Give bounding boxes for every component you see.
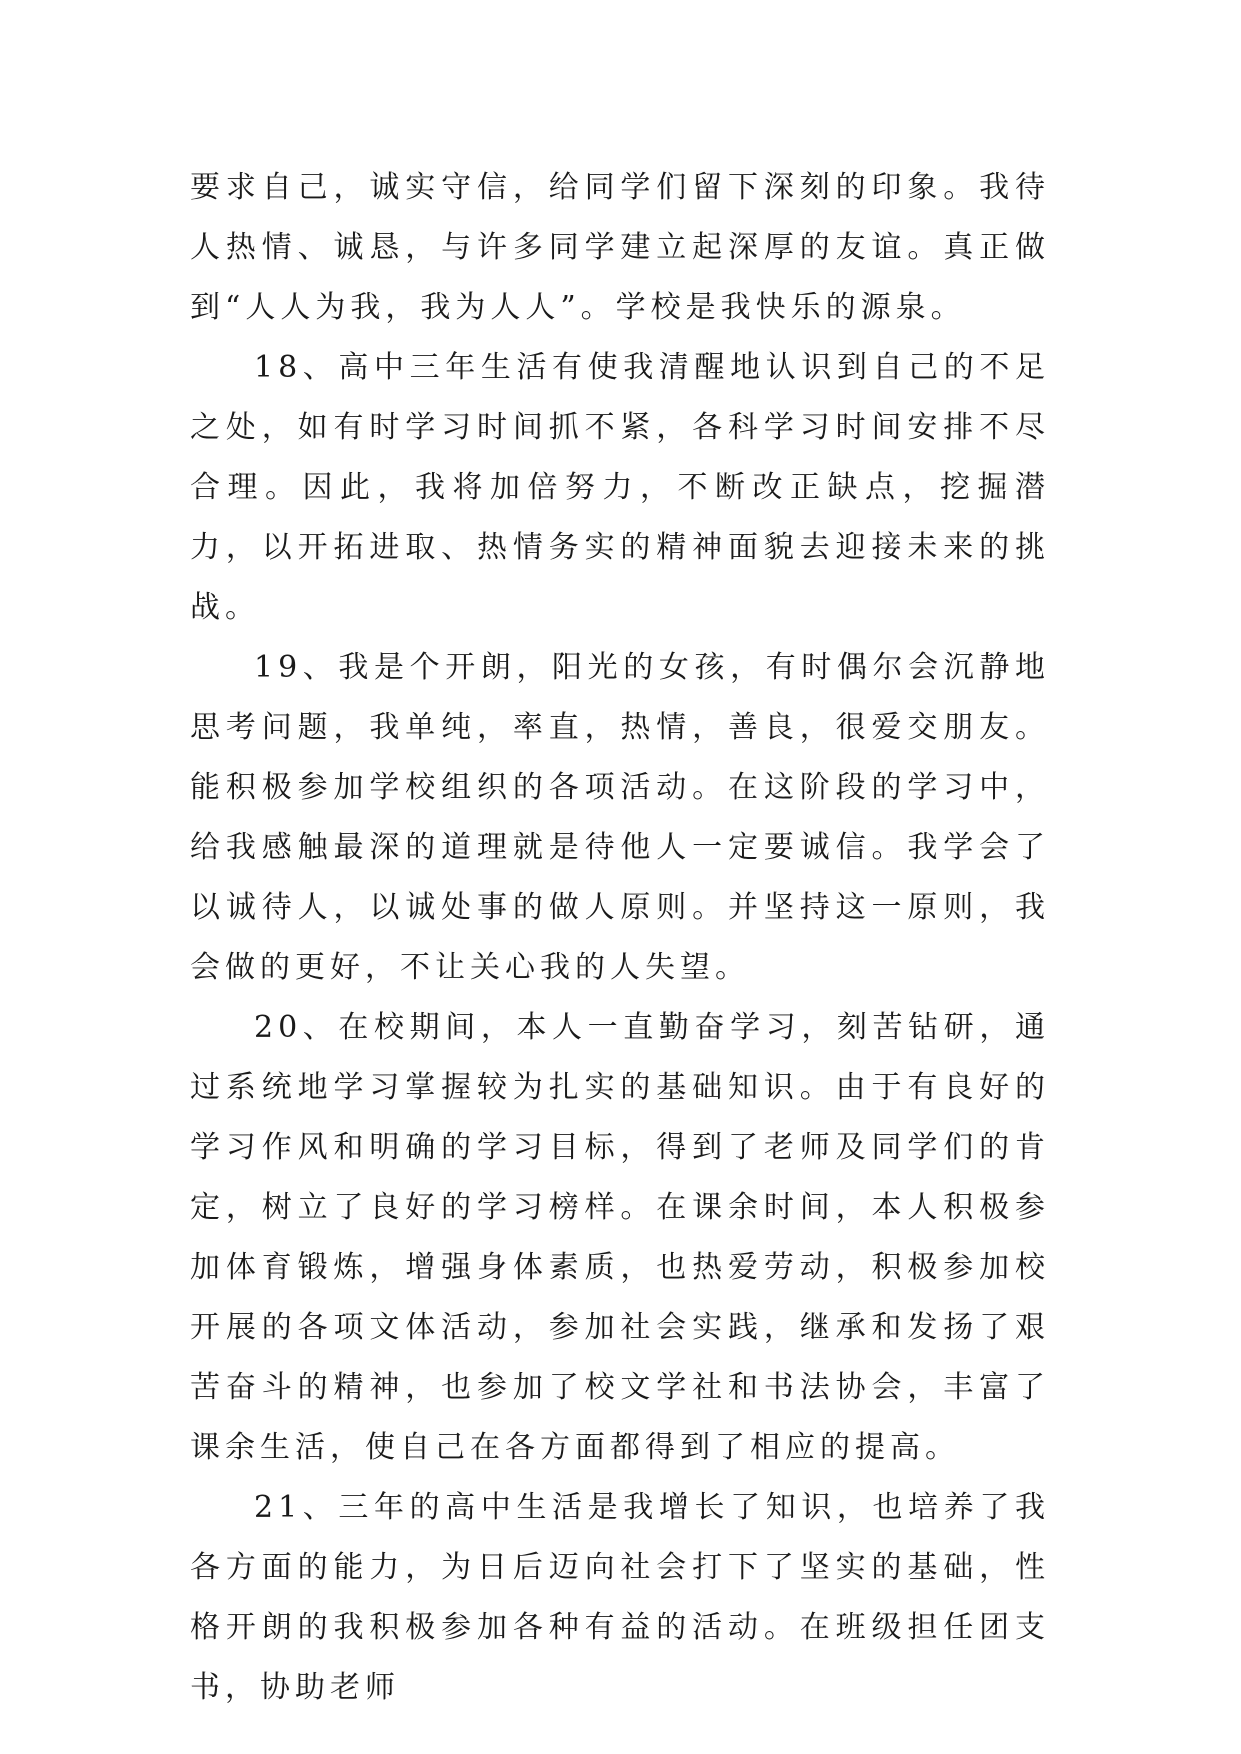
paragraph-continued: 要求自己，诚实守信，给同学们留下深刻的印象。我待人热情、诚恳，与许多同学建立起深厚的友谊。真正做到“人人为我，我为人人”。学校是我快乐的源泉。 — [190, 170, 1050, 325]
document-body — [190, 158, 1050, 1718]
paragraph-20: 20、在校期间，本人一直勤奋学习，刻苦钻研，通过系统地学习掌握较为扎实的基础知识。由于有良好的学习作风和明确的学习目标，得到了老师及同学们的肯定，树立了良好的学习榜样。在课余时间，本人积极参加体育锻炼，增强身体素质，也热爱劳动，积极参加校开展的各项文体活动，参加社会实践，继承和发扬了艰苦奋斗的精神，也参加了校文学社和书法协会，丰富了课余生活，使自己在各方面都得到了相应的提高。 — [190, 1010, 1050, 1465]
paragraph-19: 19、我是个开朗，阳光的女孩，有时偶尔会沉静地思考问题，我单纯，率直，热情，善良，很爱交朋友。能积极参加学校组织的各项活动。在这阶段的学习中，给我感触最深的道理就是待他人一定要诚信。我学会了以诚待人，以诚处事的做人原则。并坚持这一原则，我会做的更好，不让关心我的人失望。 — [190, 650, 1050, 985]
paragraph-18: 18、高中三年生活有使我清醒地认识到自己的不足之处，如有时学习时间抓不紧，各科学习时间安排不尽合理。因此，我将加倍努力，不断改正缺点，挖掘潜力，以开拓进取、热情务实的精神面貌去迎接未来的挑战。 — [190, 350, 1050, 625]
paragraph-21: 21、三年的高中生活是我增长了知识，也培养了我各方面的能力，为日后迈向社会打下了坚实的基础，性格开朗的我积极参加各种有益的活动。在班级担任团支书，协助老师 — [190, 1490, 1050, 1705]
